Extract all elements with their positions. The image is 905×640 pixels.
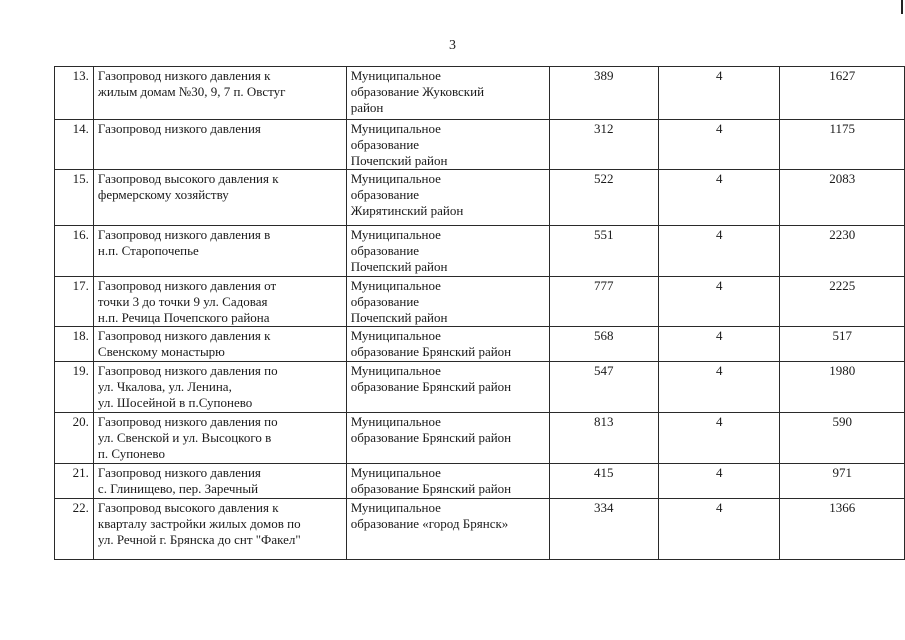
- value-cell: 971: [780, 464, 905, 499]
- value-cell: 1175: [780, 120, 905, 170]
- owner-line: образование: [350, 294, 420, 309]
- owner-cell: [346, 120, 549, 170]
- owner-line: образование: [350, 187, 420, 202]
- owner-line: образование: [350, 243, 420, 258]
- length-cell: 522: [549, 170, 659, 226]
- value-cell: 2225: [780, 277, 905, 327]
- owner-cell: [346, 67, 549, 120]
- table-row: [55, 464, 905, 499]
- owner-cell: [346, 413, 549, 464]
- owner-line: Почепский район: [350, 310, 448, 325]
- owner-line: Жирятинский район: [350, 203, 464, 218]
- object-name-cell: [93, 170, 346, 226]
- table-row: [55, 413, 905, 464]
- owner-cell: [346, 277, 549, 327]
- value-cell: 517: [780, 327, 905, 362]
- object-name-line: ул. Шосейной в п.Супонево: [97, 395, 253, 410]
- object-name-line: Газопровод низкого давления по: [97, 414, 278, 429]
- gas-pipeline-table: [54, 66, 905, 560]
- owner-line: Почепский район: [350, 153, 448, 168]
- object-name-line: фермерскому хозяйству: [97, 187, 229, 202]
- owner-line: Муниципальное: [350, 68, 441, 83]
- object-name-line: Газопровод низкого давления к: [97, 328, 271, 343]
- owner-cell: [346, 464, 549, 499]
- object-name-cell: [93, 362, 346, 413]
- owner-line: Муниципальное: [350, 278, 441, 293]
- object-name-cell: [93, 226, 346, 277]
- object-name-line: ул. Речной г. Брянска до снт "Факел": [97, 532, 301, 547]
- object-name-line: с. Глинищево, пер. Заречный: [97, 481, 259, 496]
- owner-line: Муниципальное: [350, 363, 441, 378]
- category-cell: 4: [659, 170, 780, 226]
- owner-line: образование Брянский район: [350, 481, 512, 496]
- owner-line: Муниципальное: [350, 227, 441, 242]
- length-cell: 389: [549, 67, 659, 120]
- owner-line: образование: [350, 137, 420, 152]
- object-name-cell: [93, 464, 346, 499]
- length-cell: 551: [549, 226, 659, 277]
- owner-cell: [346, 170, 549, 226]
- object-name-line: н.п. Старопочепье: [97, 243, 199, 258]
- object-name-line: Газопровод низкого давления: [97, 465, 261, 480]
- category-cell: 4: [659, 413, 780, 464]
- object-name-line: Газопровод низкого давления от: [97, 278, 277, 293]
- row-number-cell: 14.: [55, 120, 94, 170]
- category-cell: 4: [659, 362, 780, 413]
- owner-line: Муниципальное: [350, 328, 441, 343]
- object-name-line: Газопровод низкого давления по: [97, 363, 278, 378]
- category-cell: 4: [659, 277, 780, 327]
- object-name-cell: [93, 67, 346, 120]
- object-name-line: Свенскому монастырю: [97, 344, 225, 359]
- object-name-line: ул. Чкалова, ул. Ленина,: [97, 379, 232, 394]
- value-cell: 590: [780, 413, 905, 464]
- length-cell: 334: [549, 499, 659, 560]
- row-number-cell: 21.: [55, 464, 94, 499]
- category-cell: 4: [659, 327, 780, 362]
- row-number-cell: 17.: [55, 277, 94, 327]
- owner-line: Муниципальное: [350, 121, 441, 136]
- object-name-line: кварталу застройки жилых домов по: [97, 516, 301, 531]
- length-cell: 813: [549, 413, 659, 464]
- table-row: [55, 226, 905, 277]
- table-row: [55, 499, 905, 560]
- owner-cell: [346, 362, 549, 413]
- length-cell: 415: [549, 464, 659, 499]
- table-row: [55, 277, 905, 327]
- object-name-line: Газопровод низкого давления в: [97, 227, 271, 242]
- value-cell: 2083: [780, 170, 905, 226]
- row-number-cell: 15.: [55, 170, 94, 226]
- owner-line: Муниципальное: [350, 414, 441, 429]
- page-number: 3: [449, 38, 456, 53]
- object-name-line: Газопровод низкого давления: [97, 121, 261, 136]
- object-name-cell: [93, 499, 346, 560]
- row-number-cell: 20.: [55, 413, 94, 464]
- object-name-line: Газопровод высокого давления к: [97, 171, 279, 186]
- row-number-cell: 16.: [55, 226, 94, 277]
- table-row: [55, 327, 905, 362]
- owner-line: Муниципальное: [350, 500, 441, 515]
- object-name-line: п. Супонево: [97, 446, 165, 461]
- owner-cell: [346, 327, 549, 362]
- category-cell: 4: [659, 499, 780, 560]
- object-name-line: н.п. Речица Почепского района: [97, 310, 270, 325]
- owner-line: образование Жуковский: [350, 84, 485, 99]
- row-number-cell: 13.: [55, 67, 94, 120]
- category-cell: 4: [659, 120, 780, 170]
- object-name-cell: [93, 277, 346, 327]
- value-cell: 2230: [780, 226, 905, 277]
- category-cell: 4: [659, 226, 780, 277]
- edge-mark: [901, 0, 903, 14]
- object-name-line: Газопровод низкого давления к: [97, 68, 271, 83]
- table-row: [55, 170, 905, 226]
- length-cell: 777: [549, 277, 659, 327]
- owner-line: образование Брянский район: [350, 430, 512, 445]
- length-cell: 568: [549, 327, 659, 362]
- object-name-line: Газопровод высокого давления к: [97, 500, 279, 515]
- owner-line: образование Брянский район: [350, 344, 512, 359]
- row-number-cell: 22.: [55, 499, 94, 560]
- owner-line: образование «город Брянск»: [350, 516, 509, 531]
- table-row: [55, 120, 905, 170]
- value-cell: 1366: [780, 499, 905, 560]
- owner-line: Муниципальное: [350, 171, 441, 186]
- object-name-cell: [93, 413, 346, 464]
- table-row: [55, 362, 905, 413]
- owner-line: образование Брянский район: [350, 379, 512, 394]
- value-cell: 1627: [780, 67, 905, 120]
- length-cell: 547: [549, 362, 659, 413]
- object-name-line: ул. Свенской и ул. Высоцкого в: [97, 430, 272, 445]
- owner-line: Почепский район: [350, 259, 448, 274]
- object-name-cell: [93, 120, 346, 170]
- owner-cell: [346, 226, 549, 277]
- length-cell: 312: [549, 120, 659, 170]
- owner-line: Муниципальное: [350, 465, 441, 480]
- category-cell: 4: [659, 464, 780, 499]
- category-cell: 4: [659, 67, 780, 120]
- object-name-line: точки 3 до точки 9 ул. Садовая: [97, 294, 268, 309]
- row-number-cell: 19.: [55, 362, 94, 413]
- row-number-cell: 18.: [55, 327, 94, 362]
- object-name-cell: [93, 327, 346, 362]
- object-name-line: жилым домам №30, 9, 7 п. Овстуг: [97, 84, 286, 99]
- owner-cell: [346, 499, 549, 560]
- owner-line: район: [350, 100, 384, 115]
- table-row: [55, 67, 905, 120]
- value-cell: 1980: [780, 362, 905, 413]
